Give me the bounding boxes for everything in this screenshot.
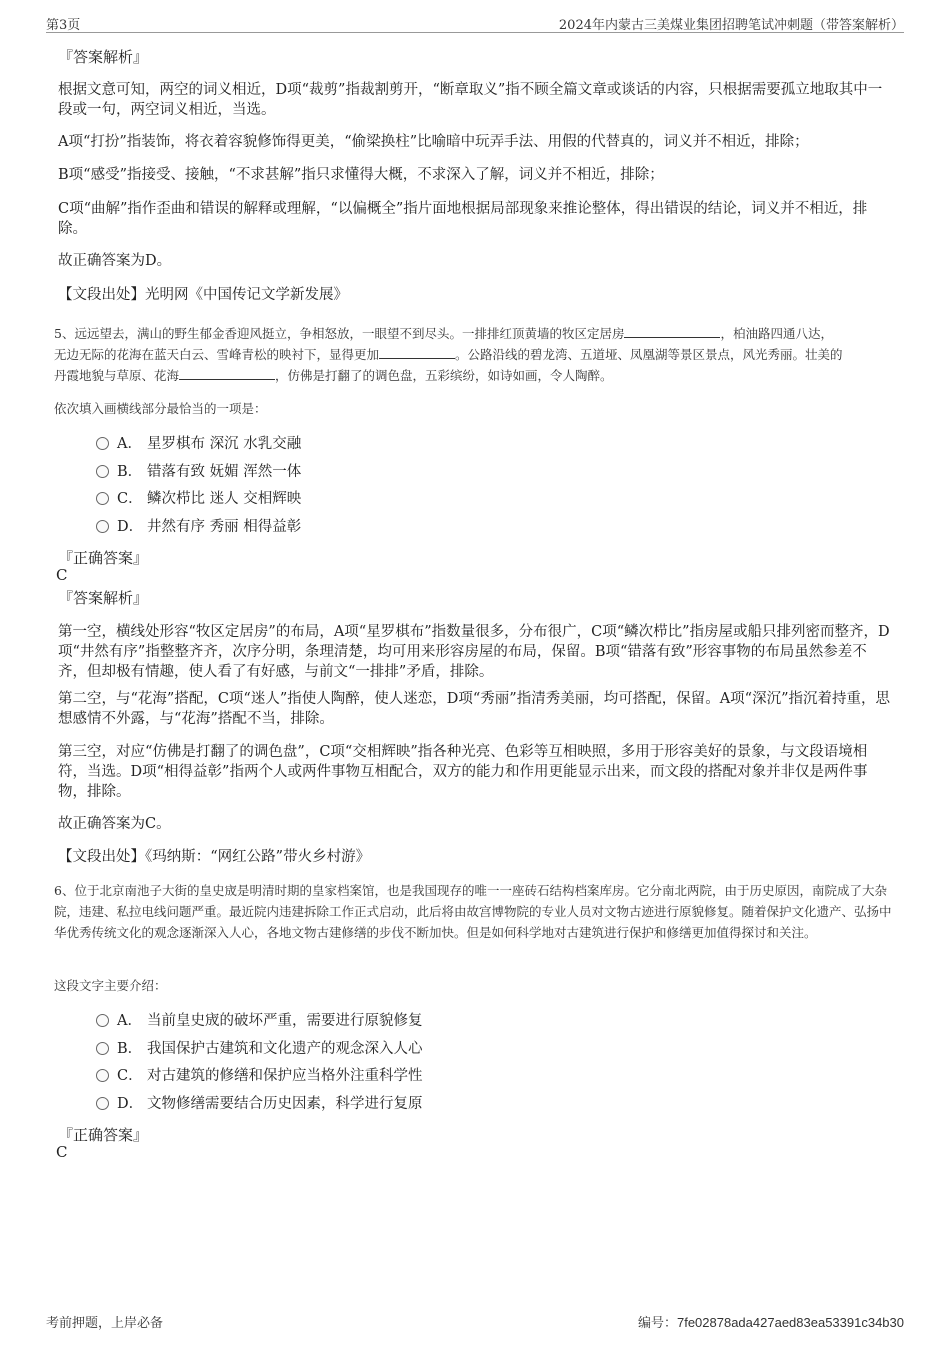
radio-icon[interactable] — [96, 1069, 109, 1082]
q5-analysis-p1: 第一空，横线处形容“牧区定居房”的布局，A项“星罗棋布”指数量很多，分布很广，C项“鳞次栉比”指房屋或船只排列密而整齐，D项“井然有序”指整整齐齐，次序分明，条理清楚，均可用来形容房屋的布局，保留。B项“错落有致”形容事物的布局虽然参差不齐，但却极有情趣，使人看了有好感，与前文“一排排”矛盾，排除。 — [58, 624, 890, 680]
q4-analysis-p2: A项“打扮”指装饰，将衣着容貌修饰得更美，“偷梁换柱”比喻暗中玩弄手法、用假的代替真的，词义并不相近，排除； — [58, 134, 809, 150]
q5-option-b[interactable]: B． 错落有致 妩媚 浑然一体 — [96, 461, 301, 483]
q6-option-b[interactable]: B． 我国保护古建筑和文化遗产的观念深入人心 — [96, 1038, 423, 1060]
q5-option-c[interactable]: C． 鳞次栉比 迷人 交相辉映 — [96, 488, 301, 510]
radio-icon[interactable] — [96, 437, 109, 450]
q5-question-text: 5、远远望去，满山的野生郁金香迎风挺立，争相怒放，一眼望不到尽头。一排排红顶黄墙的牧区定居房 ，柏油路四通八达， 无边无际的花海在蓝天白云、雪峰青松的映衬下，显得更加 。公路沿线的碧龙湾、五道垭、凤凰湖等景区景点，风光秀丽。壮美的 丹霞地貌与草原、花海 ，仿佛是打翻了的调色盘，五彩缤纷，如诗如画，令人陶醉。 — [54, 323, 892, 386]
radio-icon[interactable] — [96, 465, 109, 478]
q5-correct-answer: C — [56, 566, 68, 584]
radio-icon[interactable] — [96, 520, 109, 533]
q5-analysis-label: 『答案解析』 — [58, 589, 149, 607]
blank-1 — [624, 323, 720, 338]
q5-analysis-p2: 第二空，与“花海”搭配，C项“迷人”指使人陶醉，使人迷恋，D项“秀丽”指清秀美丽，均可搭配，保留。A项“深沉”指沉着持重，思想感情不外露，与“花海”搭配不当，排除。 — [58, 691, 890, 727]
q4-analysis-label: 『答案解析』 — [58, 48, 149, 66]
q6-prompt: 这段文字主要介绍： — [54, 978, 167, 993]
footer-slogan: 考前押题，上岸必备 — [46, 1316, 164, 1331]
q4-conclusion: 故正确答案为D。 — [58, 253, 172, 269]
q5-prompt: 依次填入画横线部分最恰当的一项是： — [54, 401, 267, 416]
q6-option-a[interactable]: A． 当前皇史宬的破坏严重，需要进行原貌修复 — [96, 1010, 423, 1032]
q5-analysis-p3: 第三空，对应“仿佛是打翻了的调色盘”，C项“交相辉映”指各种光亮、色彩等互相映照，多用于形容美好的景象，与文段语境相符，当选。D项“相得益彰”指两个人或两件事物互相配合，双方的能力和作用更能显示出来，而文段的搭配对象并非仅是两件事物，排除。 — [58, 744, 868, 800]
radio-icon[interactable] — [96, 1042, 109, 1055]
document-title: 2024年内蒙古三美煤业集团招聘笔试冲刺题（带答案解析） — [558, 18, 904, 33]
q5-option-d[interactable]: D． 井然有序 秀丽 相得益彰 — [96, 516, 301, 538]
page-header — [46, 12, 904, 33]
q5-correct-label: 『正确答案』 — [58, 549, 149, 567]
q6-correct-label: 『正确答案』 — [58, 1126, 149, 1144]
q6-option-d[interactable]: D． 文物修缮需要结合历史因素，科学进行复原 — [96, 1093, 423, 1115]
blank-2 — [379, 344, 455, 359]
q4-analysis-p1: 根据文意可知，两空的词义相近，D项“裁剪”指裁割剪开，“断章取义”指不顾全篇文章或谈话的内容，只根据需要孤立地取其中一段或一句，两空词义相近，当选。 — [58, 82, 883, 118]
q5-conclusion: 故正确答案为C。 — [58, 816, 171, 832]
q5-source: 【文段出处】《玛纳斯：“网红公路”带火乡村游》 — [58, 849, 371, 865]
page-number: 第3页 — [46, 18, 81, 33]
q4-analysis-p4: C项“曲解”指作歪曲和错误的解释或理解，“以偏概全”指片面地根据局部现象来推论整体，得出错误的结论，词义并不相近，排除。 — [58, 201, 868, 237]
q6-correct-answer: C — [56, 1143, 68, 1161]
footer-code: 编号：7fe02878ada427aed83ea53391c34b30 — [637, 1315, 904, 1331]
q6-question-text: 6、位于北京南池子大街的皇史宬是明清时期的皇家档案馆，也是我国现存的唯一一座砖石结构档案库房。它分南北两院，由于历史原因，南院成了大杂院，违建、私拉电线问题严重。最近院内违建拆除工作正式启动，此后将由故宫博物院的专业人员对文物古迹进行原貌修复。随着保护文化遗产、弘扬中华优秀传统文化的观念逐渐深入人心，各地文物古建修缮的步伐不断加快。但是如何科学地对古建筑进行保护和修缮更加值得探讨和关注。 — [54, 883, 892, 940]
radio-icon[interactable] — [96, 1097, 109, 1110]
q6-option-c[interactable]: C． 对古建筑的修缮和保护应当格外注重科学性 — [96, 1065, 423, 1087]
radio-icon[interactable] — [96, 1014, 109, 1027]
radio-icon[interactable] — [96, 492, 109, 505]
blank-3 — [179, 365, 275, 380]
q4-analysis-p3: B项“感受”指接受、接触，“不求甚解”指只求懂得大概，不求深入了解，词义并不相近，排除； — [58, 167, 664, 183]
q5-option-a[interactable]: A． 星罗棋布 深沉 水乳交融 — [96, 433, 301, 455]
q4-source: 【文段出处】光明网《中国传记文学新发展》 — [58, 287, 348, 303]
